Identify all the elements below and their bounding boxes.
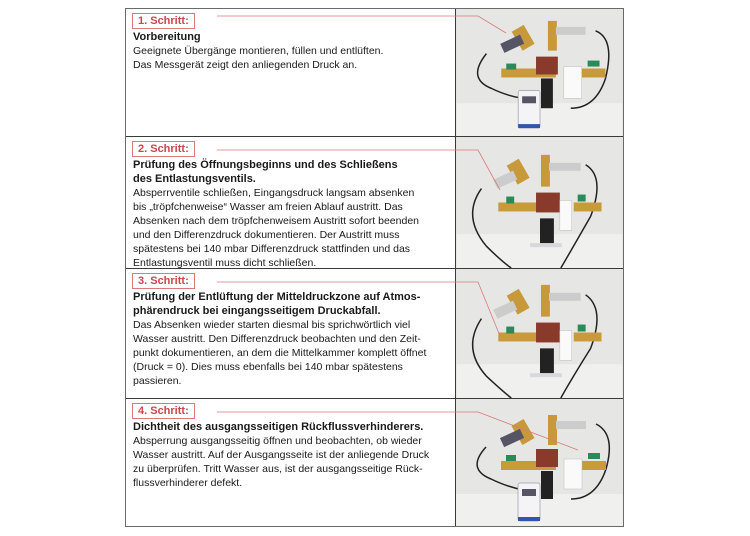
test-kit-photo-image [456,399,623,526]
step-title [133,158,453,270]
step-photo [456,9,623,136]
test-kit-photo-image [456,9,623,136]
step-text-cell [126,269,456,398]
step-row-2 [126,137,623,269]
step-body-line: Das Absenken wieder starten diesmal bis sprichwörtlich viel [133,319,411,331]
step-title [133,30,453,72]
step-body-line: (Druck = 0). Dies muss ebenfalls bei 140 mbar spätestens [133,361,403,373]
step-body-line: punkt dokumentieren, an dem die Mittelkammer komplett öffnet [133,347,427,359]
step-title-line: phärendruck bei eingangsseitigem Druckabfall. [133,305,381,317]
step-body-line: Absperrventile schließen, Eingangsdruck langsam absenken [133,187,415,199]
step-text-cell [126,137,456,268]
step-body-line: Entlastungsventil muss dicht schließen. [133,257,317,269]
step-text-cell [126,399,456,526]
step-photo [456,269,623,398]
step-body-line: Wasser austritt. Den Differenzdruck beobachten und den Zeit- [133,333,421,345]
step-body-line: Absperrung ausgangsseitig öffnen und beobachten, ob wieder [133,435,422,447]
step-body [133,44,453,72]
step-label: 1. Schritt: [132,13,195,29]
test-kit-photo-image [456,269,623,398]
step-body-line: zu überprüfen. Tritt Wasser aus, ist der ausgangsseitige Rück- [133,463,423,475]
step-label: 2. Schritt: [132,141,195,157]
step-photo [456,137,623,268]
step-body-line: Das Messgerät zeigt den anliegenden Druck an. [133,59,358,71]
step-body [133,318,453,388]
step-body-line: flussverhinderer defekt. [133,477,243,489]
step-text-cell [126,9,456,136]
step-row-1 [126,9,623,137]
step-label: 4. Schritt: [132,403,195,419]
step-title-line: Dichtheit des ausgangsseitigen Rückflussverhinderers. [133,421,424,433]
steps-table [125,8,624,527]
step-body-line: Wasser austritt. Auf der Ausgangsseite ist der anliegende Druck [133,449,430,461]
step-label: 3. Schritt: [132,273,195,289]
step-body-line: Geeignete Übergänge montieren, füllen und entlüften. [133,45,384,57]
step-title [133,290,453,388]
step-title [133,420,453,490]
step-body [133,186,453,270]
step-body-line: Absenken nach dem tröpfchenweisem Austritt sofort beenden [133,215,420,227]
step-photo [456,399,623,526]
step-row-4 [126,399,623,526]
step-body [133,434,453,490]
step-title-line: Vorbereitung [133,31,201,43]
step-body-line: spätestens bei 140 mbar Differenzdruck stattfinden und das [133,243,411,255]
step-body-line: passieren. [133,375,182,387]
test-kit-photo-image [456,137,623,268]
step-title-line: Prüfung der Entlüftung der Mitteldruckzone auf Atmos- [133,291,421,303]
step-body-line: und den Differenzdruck dokumentieren. Der Austritt muss [133,229,400,241]
step-title-line: des Entlastungsventils. [133,173,256,185]
step-title-line: Prüfung des Öffnungsbeginns und des Schließens [133,159,398,171]
step-body-line: bis „tröpfchenweise“ Wasser am freien Ablauf austritt. Das [133,201,403,213]
step-row-3 [126,269,623,399]
